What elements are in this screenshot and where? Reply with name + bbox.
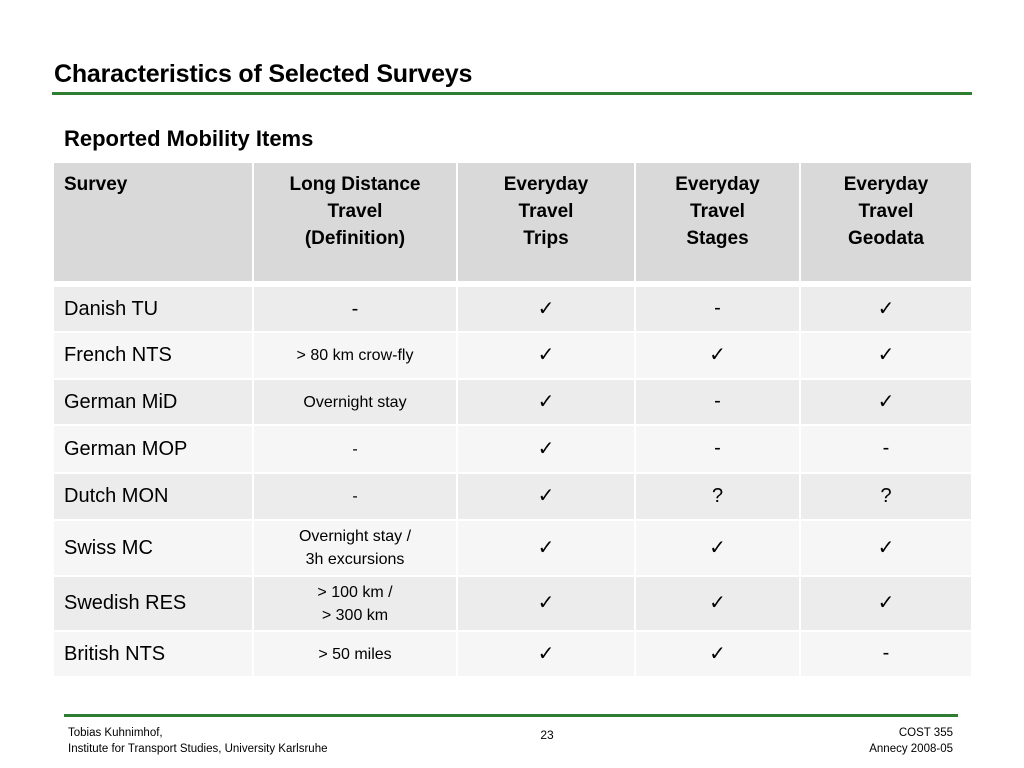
check-icon: ✓ [537,295,555,320]
table-row [53,473,972,520]
everyday-trips-mark [457,332,635,379]
footer-divider [64,714,958,717]
survey-name: Danish TU [53,286,253,332]
check-icon: ✓ [709,590,726,614]
long-distance-definition: > 80 km crow-fly [253,332,457,379]
everyday-stages-mark [635,576,800,631]
check-icon: ✓ [537,435,555,460]
survey-table [52,161,973,678]
footer-author: Tobias Kuhnimhof, Institute for Transport Studies, University Karlsruhe [68,727,328,755]
check-icon: ✓ [877,388,895,413]
check-icon: ✓ [709,534,726,559]
survey-name: German MiD [53,379,253,425]
survey-name: Dutch MON [53,473,253,520]
long-distance-definition: - [253,425,457,473]
long-distance-definition: > 100 km / > 300 km [253,576,457,631]
everyday-stages-mark [635,286,800,332]
header-everyday-stages: Everyday Travel Stages [635,162,800,282]
everyday-trips-mark [457,473,635,520]
everyday-geodata-mark [800,576,972,631]
footer-event: COST 355 Annecy 2008-05 [869,727,953,755]
long-distance-definition: - [253,473,457,520]
check-icon: ✓ [709,640,726,665]
survey-name: Swiss MC [53,520,253,576]
table-row [53,576,972,631]
long-distance-definition: > 50 miles [253,631,457,677]
everyday-stages-mark [635,425,800,473]
unknown-mark: ? [711,484,724,507]
dash-mark: - [714,297,721,319]
header-everyday-geodata: Everyday Travel Geodata [800,162,972,282]
slide-title: Characteristics of Selected Surveys [54,60,473,88]
table-row [53,379,972,425]
table-row [53,286,972,332]
check-icon: ✓ [537,388,555,413]
survey-name: British NTS [53,631,253,677]
everyday-geodata-mark [800,520,972,576]
check-icon: ✓ [877,295,895,320]
long-distance-definition: Overnight stay / 3h excursions [253,520,457,576]
table-body [53,282,972,677]
table-row [53,332,972,379]
check-icon: ✓ [537,640,555,665]
everyday-geodata-mark [800,379,972,425]
table-row [53,520,972,576]
header-survey: Survey [53,162,253,282]
everyday-geodata-mark [800,332,972,379]
long-distance-definition: - [253,286,457,332]
survey-name: German MOP [53,425,253,473]
header-long-distance-travel: Long Distance Travel (Definition) [253,162,457,282]
everyday-stages-mark [635,520,800,576]
check-icon: ✓ [537,483,555,507]
everyday-stages-mark [635,631,800,677]
unknown-mark: ? [880,484,892,507]
everyday-geodata-mark [800,425,972,473]
table-row [53,631,972,677]
everyday-trips-mark [457,425,635,473]
check-icon: ✓ [709,342,726,366]
check-icon: ✓ [877,534,895,559]
everyday-trips-mark [457,631,635,677]
page-number: 23 [540,728,554,742]
table-row [53,425,972,473]
title-divider [52,92,972,95]
long-distance-definition: Overnight stay [253,379,457,425]
everyday-stages-mark [635,379,800,425]
table-header-row [53,162,972,282]
everyday-trips-mark [457,576,635,631]
dash-mark: - [882,437,890,459]
dash-mark: - [714,390,721,412]
check-icon: ✓ [877,342,895,366]
check-icon: ✓ [537,590,555,614]
everyday-stages-mark [635,332,800,379]
check-icon: ✓ [537,534,555,559]
everyday-trips-mark [457,520,635,576]
everyday-geodata-mark [800,473,972,520]
survey-name: French NTS [53,332,253,379]
header-everyday-trips: Everyday Travel Trips [457,162,635,282]
everyday-geodata-mark [800,631,972,677]
dash-mark: - [714,437,721,459]
everyday-trips-mark [457,286,635,332]
everyday-geodata-mark [800,286,972,332]
check-icon: ✓ [537,342,555,366]
everyday-stages-mark [635,473,800,520]
everyday-trips-mark [457,379,635,425]
slide-subtitle: Reported Mobility Items [64,126,314,151]
check-icon: ✓ [877,590,895,614]
dash-mark: - [882,642,890,664]
survey-name: Swedish RES [53,576,253,631]
